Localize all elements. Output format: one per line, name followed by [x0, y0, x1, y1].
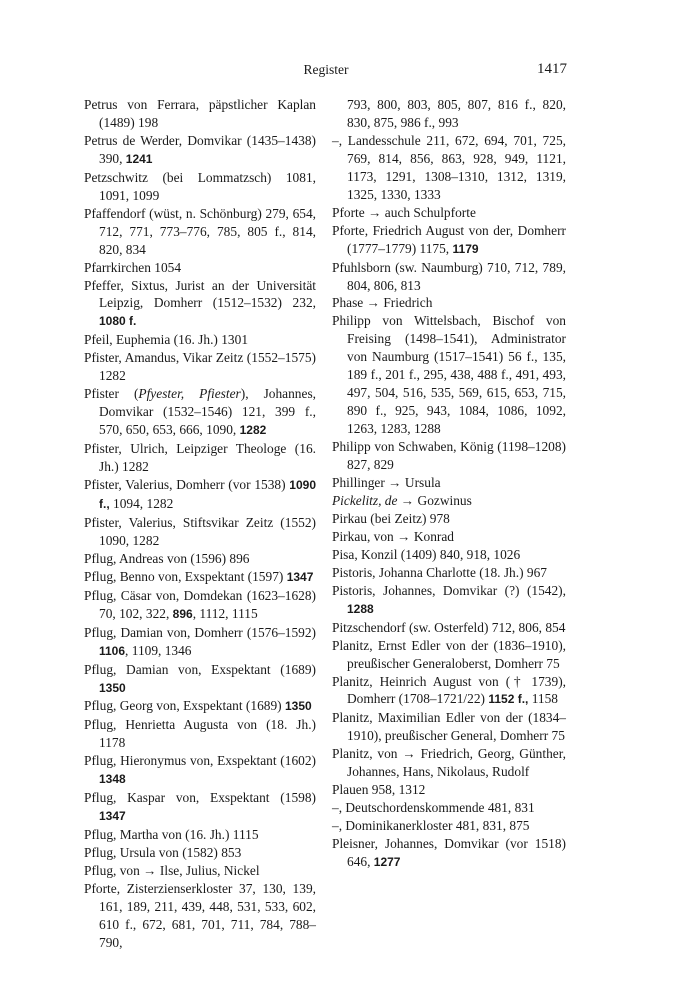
- bold-page-reference: 1347: [99, 809, 126, 824]
- entry-text: Planitz, Heinrich August von († 1739), Domherr (1708–1721/22): [332, 673, 566, 707]
- index-entry: [84, 752, 316, 789]
- bold-page-reference: 1347: [286, 569, 314, 584]
- italic-name-variant: Pfyester, Pfiester: [138, 386, 241, 402]
- index-entry: [84, 205, 316, 259]
- index-entry: [84, 587, 316, 624]
- index-entry-continuation: [332, 96, 566, 132]
- bold-page-reference: 1152 f.,: [488, 692, 529, 707]
- entry-text: Pflug, Georg von, Exspektant (1689): [84, 698, 285, 714]
- entry-text: Pirkau, von → Konrad: [332, 528, 454, 544]
- entry-text: Philipp von Schwaben, König (1198–1208) 827, 829: [332, 439, 566, 473]
- index-entry: [84, 789, 316, 826]
- index-entry: [332, 619, 566, 637]
- entry-text: Pforte, Zisterzienserkloster 37, 130, 139, 161, 189, 211, 439, 448, 531, 533, 602, 610 f., 672, 681, 701, 711, 784, 788–790,: [84, 880, 316, 950]
- index-entry: [84, 349, 316, 385]
- index-entry: [332, 781, 566, 799]
- entry-text: Planitz, Ernst Edler von der (1836–1910), preußischer Generaloberst, Domherr 75: [332, 637, 566, 671]
- index-entry: [84, 826, 316, 844]
- bold-page-reference: 1348: [99, 772, 126, 787]
- entry-text: Phillinger → Ursula: [332, 475, 441, 491]
- index-entry: [332, 546, 566, 564]
- index-entry: [84, 880, 316, 952]
- index-entry: [84, 697, 316, 716]
- index-entry: [332, 528, 566, 546]
- entry-text: Pflug, Damian von, Exspektant (1689): [84, 661, 316, 677]
- entry-text: Pforte → auch Schulpforte: [332, 204, 476, 220]
- index-entry: [84, 862, 316, 880]
- entry-text: Plauen 958, 1312: [332, 782, 426, 798]
- entry-text: , 1109, 1346: [125, 642, 192, 658]
- entry-text: Pfaffendorf (wüst, n. Schönburg) 279, 654, 712, 771, 773–776, 785, 805 f., 814, 820, 834: [84, 205, 316, 257]
- index-entry: [84, 624, 316, 661]
- bold-page-reference: 1090 f.,: [99, 478, 316, 511]
- entry-text: Petzschwitz (bei Lommatzsch) 1081, 1091, 1099: [84, 169, 316, 203]
- index-entry: [332, 259, 566, 295]
- index-column-left: [84, 96, 316, 952]
- entry-text: Pfuhlsborn (sw. Naumburg) 710, 712, 789, 804, 806, 813: [332, 259, 566, 293]
- bold-page-reference: 1241: [125, 151, 153, 166]
- index-entry: [332, 474, 566, 492]
- index-entry: [332, 492, 566, 510]
- entry-text: Pfister, Ulrich, Leipziger Theologe (16. Jh.) 1282: [84, 441, 316, 475]
- running-title: Register: [303, 62, 349, 77]
- entry-text: Pleisner, Johannes, Domvikar (vor 1518) 646,: [332, 836, 566, 870]
- index-entry: [332, 582, 566, 619]
- entry-text: Petrus de Werder, Domvikar (1435–1438) 390,: [84, 132, 316, 166]
- page-header: [85, 62, 567, 82]
- index-entry: [332, 312, 566, 438]
- entry-text: Pfarrkirchen 1054: [84, 259, 182, 275]
- entry-text: 1094, 1282: [109, 495, 174, 511]
- index-entry: [84, 385, 316, 440]
- entry-text: Pflug, Andreas von (1596) 896: [84, 550, 250, 566]
- index-entry: [84, 331, 316, 349]
- index-entry: [332, 709, 566, 745]
- page-number: 1417: [537, 61, 567, 77]
- entry-text: Pflug, Henrietta Augusta von (18. Jh.) 1178: [84, 717, 316, 751]
- index-entry: [84, 96, 316, 132]
- entry-text: Planitz, von → Friedrich, Georg, Günther, Johannes, Hans, Nikolaus, Rudolf: [332, 746, 566, 780]
- index-entry: [332, 817, 566, 835]
- index-entry: [332, 222, 566, 259]
- index-entry: [84, 277, 316, 332]
- entry-text: Petrus von Ferrara, päpstlicher Kaplan (1489) 198: [84, 97, 316, 130]
- index-entry: [332, 510, 566, 528]
- entry-text: Philipp von Wittelsbach, Bischof von Freising (1498–1541), Administrator von Naumburg (1517–1541) 56 f., 135, 189 f., 201 f., 295, 438, 488 f., 491, 493, 497, 504, 516, 535, 569, 615, 653, 715, 890 f., 925, 943, 1084, 1086, 1092, 1263, 1283, 1288: [332, 313, 566, 437]
- index-entry: [84, 169, 316, 205]
- bold-page-reference: 1282: [239, 423, 267, 438]
- index-entry: [84, 844, 316, 862]
- index-entry: [84, 568, 316, 587]
- entry-text: Pflug, Damian von, Domherr (1576–1592): [84, 624, 316, 640]
- entry-text: Pistoris, Johanna Charlotte (18. Jh.) 967: [332, 564, 547, 580]
- entry-text: → Gozwinus: [397, 492, 472, 508]
- entry-text: 793, 800, 803, 805, 807, 816 f., 820, 830, 875, 986 f., 993: [347, 97, 566, 130]
- entry-text: Pfeffer, Sixtus, Jurist an der Universität Leipzig, Domherr (1512–1532) 232,: [84, 277, 316, 311]
- entry-text: Pforte, Friedrich August von der, Domherr (1777–1779) 1175,: [332, 222, 566, 256]
- entry-text: Pfister, Amandus, Vikar Zeitz (1552–1575) 1282: [84, 350, 316, 384]
- entry-text: Pirkau (bei Zeitz) 978: [332, 510, 450, 526]
- index-entry: [84, 476, 316, 514]
- index-entry: [332, 799, 566, 817]
- italic-name-variant: Pickelitz, de: [332, 492, 398, 508]
- index-entry: [332, 438, 566, 474]
- entry-text: Pitzschendorf (sw. Osterfeld) 712, 806, 854: [332, 619, 566, 635]
- index-entry: [84, 550, 316, 568]
- entry-text: Planitz, Maximilian Edler von der (1834–1910), preußischer General, Domherr 75: [332, 710, 566, 744]
- bold-page-reference: 1350: [284, 699, 312, 714]
- entry-text: Pfeil, Euphemia (16. Jh.) 1301: [84, 332, 249, 348]
- entry-text: Pistoris, Johannes, Domvikar (?) (1542),: [332, 582, 566, 598]
- index-entry: [332, 835, 566, 872]
- entry-text: ), Johannes, Domvikar (1532–1546) 121, 399 f., 570, 650, 653, 666, 1090,: [99, 386, 317, 438]
- entry-text: Phase → Friedrich: [332, 295, 433, 311]
- entry-text: –, Dominikanerkloster 481, 831, 875: [332, 818, 530, 834]
- index-entry: [332, 564, 566, 582]
- index-entry: [332, 132, 566, 204]
- entry-text: Pfister (: [84, 386, 139, 402]
- entry-text: Pflug, Hieronymus von, Exspektant (1602): [84, 753, 316, 769]
- bold-page-reference: 1288: [347, 601, 374, 616]
- entry-text: Pflug, Ursula von (1582) 853: [84, 845, 242, 861]
- index-entry: [332, 745, 566, 781]
- entry-text: –, Deutschordenskommende 481, 831: [332, 800, 535, 816]
- bold-page-reference: 1277: [373, 855, 401, 870]
- bold-page-reference: 1350: [99, 680, 126, 695]
- entry-text: Pfister, Valerius, Stiftsvikar Zeitz (1552) 1090, 1282: [84, 514, 316, 548]
- index-entry: [84, 716, 316, 752]
- entry-text: Pisa, Konzil (1409) 840, 918, 1026: [332, 546, 521, 562]
- entry-text: Pflug, Cäsar von, Domdekan (1623–1628) 70, 102, 322,: [84, 587, 316, 621]
- bold-page-reference: 1106: [99, 643, 126, 658]
- index-entry: [84, 514, 316, 550]
- index-entry: [84, 440, 316, 476]
- index-entry: [332, 673, 566, 710]
- entry-text: Pflug, von → Ilse, Julius, Nickel: [84, 863, 260, 879]
- entry-text: Pflug, Martha von (16. Jh.) 1115: [84, 827, 259, 843]
- index-entry: [332, 637, 566, 673]
- entry-text: , 1112, 1115: [192, 605, 258, 621]
- entry-text: Pflug, Benno von, Exspektant (1597): [84, 568, 287, 584]
- index-column-right: [332, 96, 566, 872]
- entry-text: Pflug, Kaspar von, Exspektant (1598): [84, 790, 316, 806]
- index-entry: [84, 132, 316, 169]
- bold-page-reference: 1179: [452, 241, 479, 256]
- entry-text: Pfister, Valerius, Domherr (vor 1538): [84, 477, 290, 493]
- bold-page-reference: 1080 f.: [99, 314, 137, 329]
- entry-text: 1158: [528, 691, 558, 707]
- entry-text: –, Landesschule 211, 672, 694, 701, 725, 769, 814, 856, 863, 928, 949, 1121, 1173, 1291, 1308–1310, 1312, 1319, 1325, 1330, 1333: [332, 132, 566, 202]
- index-entry: [84, 661, 316, 698]
- index-entry: [84, 259, 316, 277]
- index-entry: [332, 204, 566, 222]
- index-entry: [332, 294, 566, 312]
- bold-page-reference: 896: [172, 606, 193, 621]
